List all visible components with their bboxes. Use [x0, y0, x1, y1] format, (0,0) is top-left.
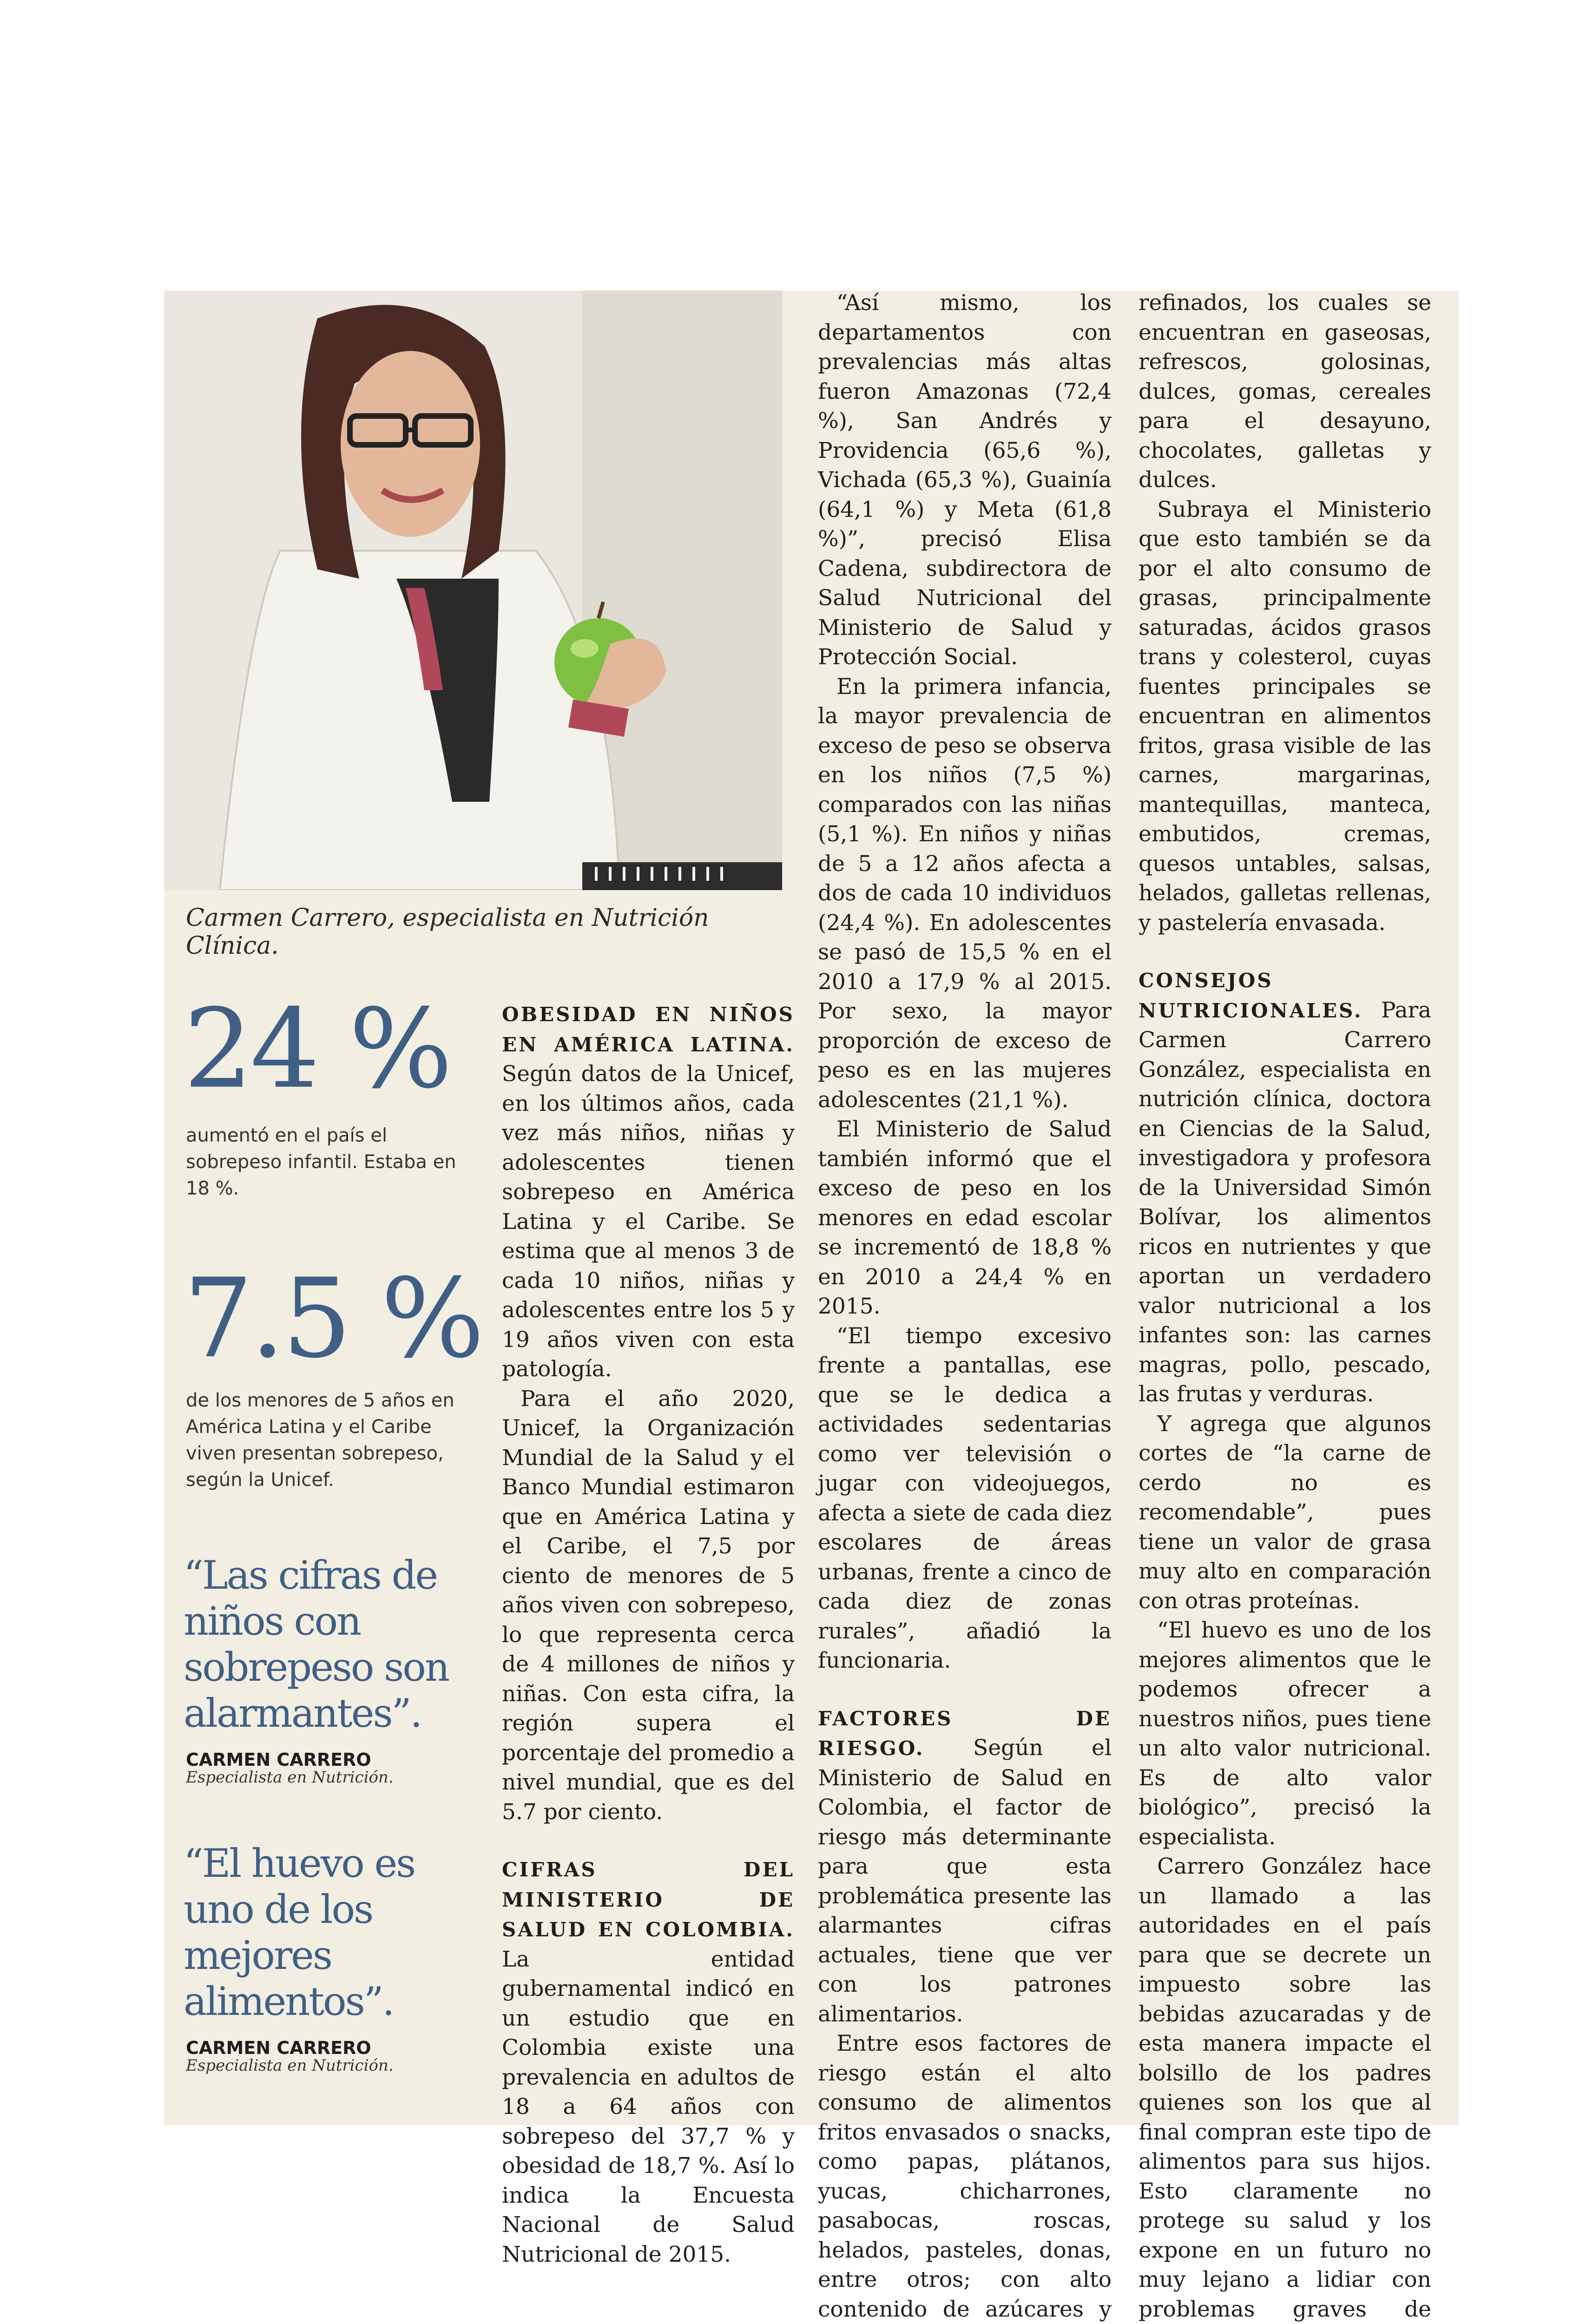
portrait-photo [164, 290, 782, 890]
section-heading: FACTORES DE RIESGO. [818, 1707, 1112, 1760]
paragraph: “El tiempo excesivo frente a pantallas, ese que se le dedica a actividades sedentarias como ver televisión o jugar con videojuegos, afecta a siete de cada diez escolares de áreas urbanas, frente a cinco de cada diez de zonas rurales”, añadió la funcionaria. [818, 1323, 1112, 1673]
section-heading: CONSEJOS NUTRICIONALES. [1139, 969, 1363, 1022]
paragraph-text: Para Carmen Carrero González, especialista en nutrición clínica, doctora en Ciencias de la Salud, investigadora y profesora de la Universidad Simón Bolívar, los alimentos ricos en nutrientes y que aportan un verdadero valor nutricional a los infantes son: las carnes magras, pollo, pescado, las frutas y verduras. [1139, 997, 1431, 1407]
pull-quote: “Las cifras de niños con sobrepeso son alarmantes”. [184, 1552, 448, 1736]
paragraph [1139, 965, 1431, 1409]
paragraph: Entre esos factores de riesgo están el alto consumo de alimentos fritos envasados o snacks, como papas, plátanos, yucas, chicharrones, pasabocas, roscas, helados, pasteles, donas, entre otros; con alto contenido de azúcares y [818, 2031, 1112, 2322]
paragraph: “El huevo es uno de los mejores alimentos que le podemos ofrecer a nuestros niños, pues tiene un alto valor nutricional. Es de alto valor biológico”, precisó la especialista. [1139, 1618, 1431, 1850]
section-heading: OBESIDAD EN NIÑOS EN AMÉRICA LATINA. [502, 1003, 795, 1056]
portrait-illustration [164, 290, 782, 890]
paragraph: refinados, los cuales se encuentran en gaseosas, refrescos, golosinas, dulces, gomas, cereales para el desayuno, chocolates, galletas y dulces. [1139, 290, 1431, 493]
paragraph: El Ministerio de Salud también informó que el exceso de peso en los menores en edad escolar se incrementó de 18,8 % en 2010 a 24,4 % en 2015. [818, 1116, 1112, 1319]
paragraph-text: La entidad gubernamental indicó en un estudio que en Colombia existe una prevalencia en adultos de 18 a 64 años con sobrepeso del 37,7 % y obesidad de 18,7 %. Así lo indica la Encuesta Nacional de Salud Nutricional de 2015. [502, 1946, 795, 2267]
paragraph [818, 1703, 1112, 2029]
quote-author: CARMEN CARRERO [186, 1750, 371, 1770]
paragraph: Para el año 2020, Unicef, la Organización Mundial de la Salud y el Banco Mundial estimaron que en América Latina y el Caribe, el 7,5 por ciento de menores de 5 años viven con sobrepeso, lo que representa cerca de 4 millones de niños y niñas. Con esta cifra, la región supera el porcentaje del promedio a nivel mundial, que es del 5.7 por ciento. [502, 1386, 795, 1825]
paragraph: Y agrega que algunos cortes de “la carne de cerdo no es recomendable”, pues tiene un valor de grasa muy alto en comparación con otras proteínas. [1139, 1411, 1431, 1614]
paragraph [502, 999, 795, 1384]
paragraph: En la primera infancia, la mayor prevalencia de exceso de peso se observa en los niños (7,5 %) comparados con las niñas (5,1 %). En niños y niñas de 5 a 12 años afecta a dos de cada 10 individuos (24,4 %). En adolescentes se pasó de 15,5 % en el 2010 a 17,9 % al 2015. Por sexo, la mayor proporción de exceso de peso es en las mujeres adolescentes (21,1 %). [818, 673, 1112, 1113]
stat-value: 7.5 % [184, 1255, 482, 1382]
stat-description: de los menores de 5 años en América Latina y el Caribe viven presentan sobrepeso, según la Unicef. [186, 1390, 454, 1491]
paragraph: Subraya el Ministerio que esto también se da por el alto consumo de grasas, principalmente saturadas, ácidos grasos trans y colesterol, cuyas fuentes principales se encuentran en alimentos fritos, grasa visible de las carnes, margarinas, mantequillas, manteca, embutidos, cremas, quesos untables, salsas, helados, galletas rellenas, y pastelería envasada. [1139, 496, 1431, 936]
paragraph: Carrero González hace un llamado a las autoridades en el país para que se decrete un impuesto sobre las bebidas azucaradas y de esta manera impacte el bolsillo de los padres quienes son los que al final compran este tipo de alimentos para sus hijos. Esto claramente no protege su salud y los expone en un futuro no muy lejano a lidiar con problemas graves de [1139, 1854, 1431, 2322]
article-column-3 [818, 288, 1112, 2324]
stat-value: 24 % [184, 986, 450, 1113]
paragraph-text: Según el Ministerio de Salud en Colombia, el factor de riesgo más determinante para que esta problemática presente las alarmantes cifras actuales, tiene que ver con los patrones alimentarios. [818, 1735, 1112, 2027]
paragraph [502, 1855, 795, 2269]
pull-quote: “El huevo es uno de los mejores alimentos”. [184, 1841, 415, 2024]
photo-caption: Carmen Carrero, especialista en Nutrición Clínica. [186, 904, 709, 960]
article-column-2 [502, 999, 795, 2269]
quote-author: CARMEN CARRERO [186, 2038, 371, 2058]
paragraph-text: Según datos de la Unicef, en los últimos años, cada vez más niños, niñas y adolescentes tienen sobrepeso en América Latina y el Caribe. Se estima que al menos 3 de cada 10 niños, niñas y adolescentes entre los 5 y 19 años viven con esta patología. [502, 1061, 795, 1382]
quote-author-role: Especialista en Nutrición. [186, 2056, 394, 2075]
paragraph: “Así mismo, los departamentos con prevalencias más altas fueron Amazonas (72,4 %), San Andrés y Providencia (65,6 %), Vichada (65,3 %), Guainía (64,1 %) y Meta (61,8 %)”, precisó Elisa Cadena, subdirectora de Salud Nutricional del Ministerio de Salud y Protección Social. [818, 290, 1112, 670]
article-column-4 [1139, 288, 1431, 2324]
stat-description: aumentó en el país el sobrepeso infantil. Estaba en 18 %. [186, 1125, 456, 1199]
section-heading: CIFRAS DEL MINISTERIO DE SALUD EN COLOMBIA. [502, 1858, 795, 1941]
quote-author-role: Especialista en Nutrición. [186, 1768, 394, 1787]
